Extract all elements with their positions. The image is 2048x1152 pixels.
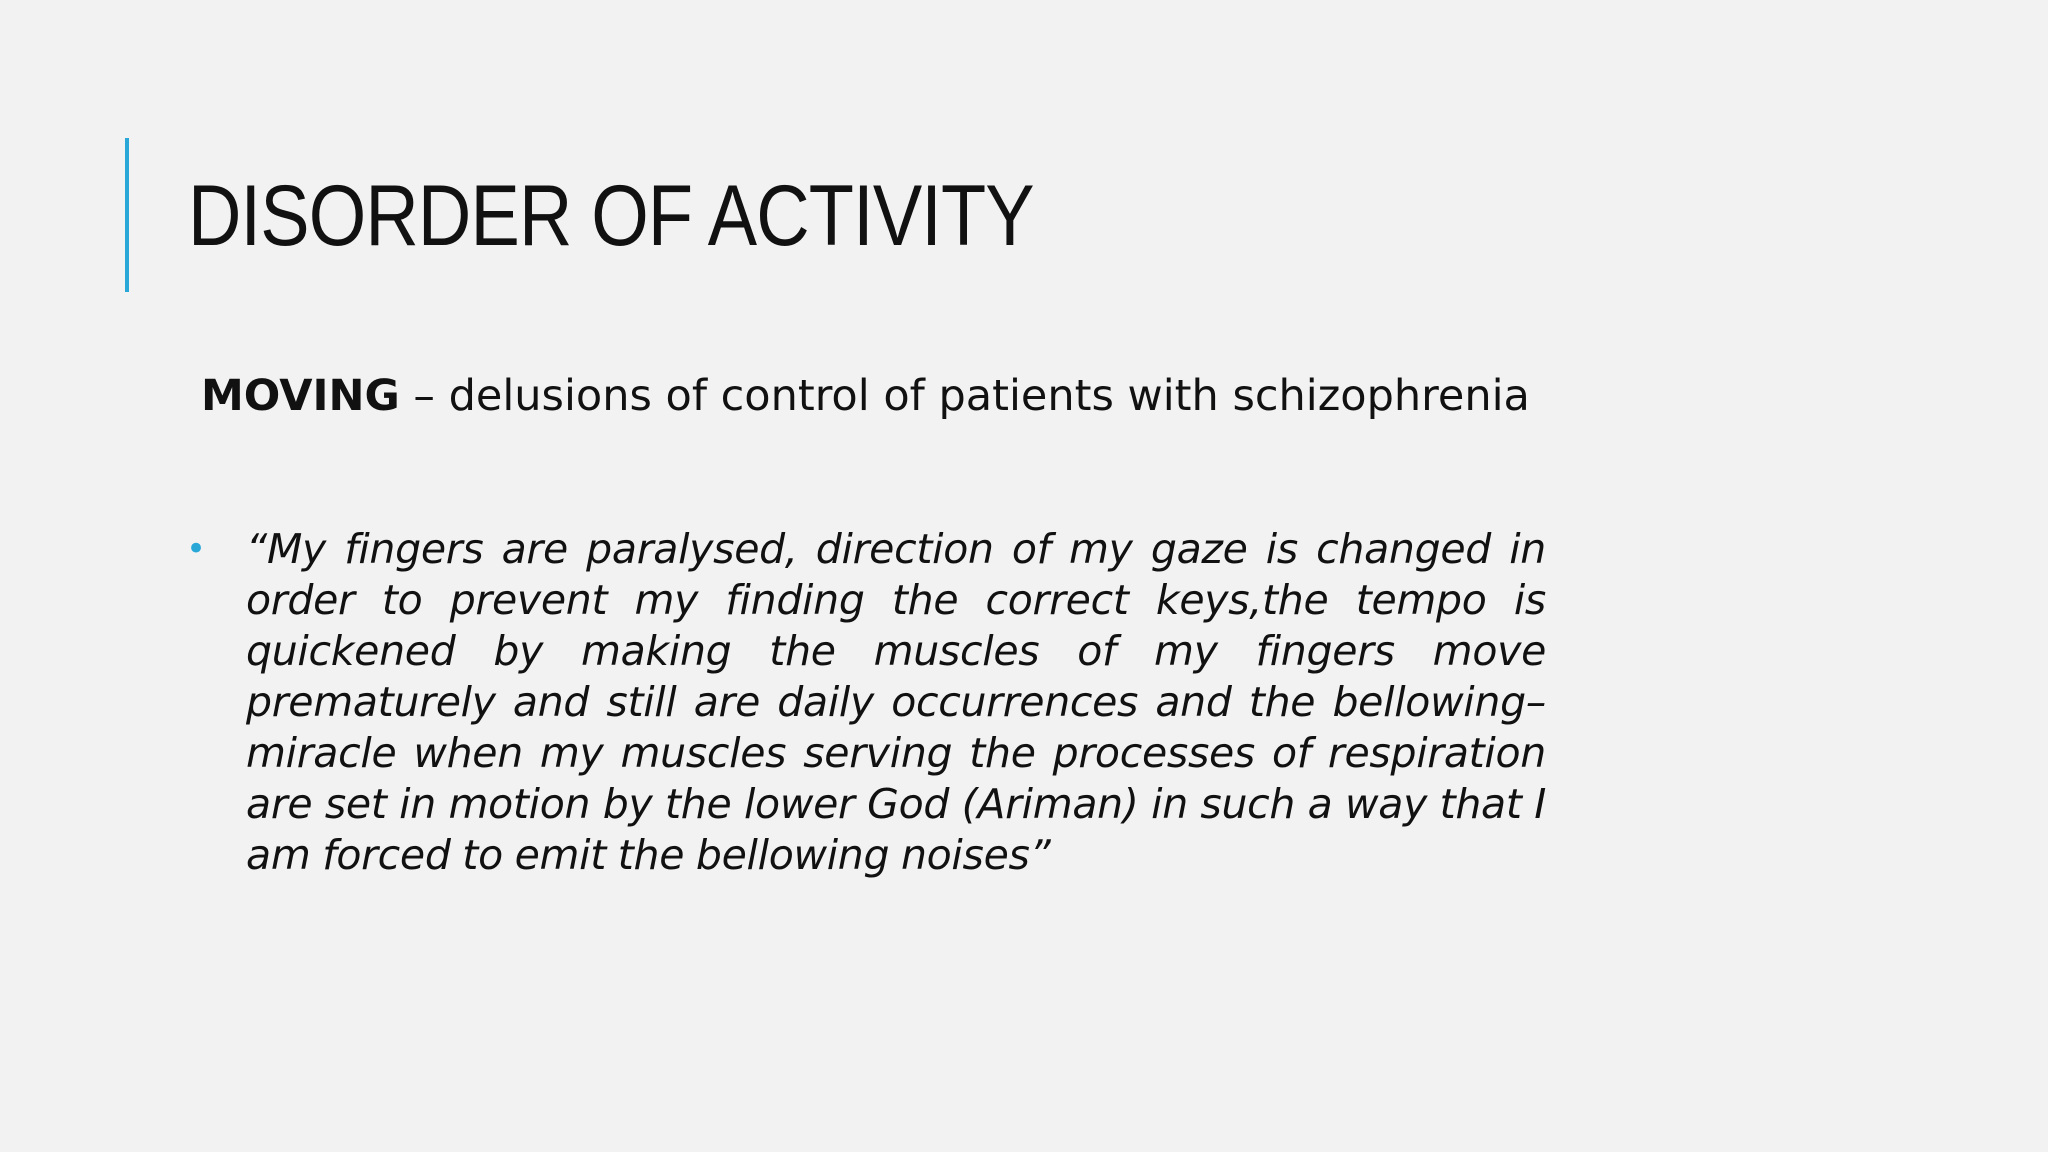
bullet-dot-icon: • [186,529,207,569]
title-accent-bar [125,138,129,292]
slide-subtitle [201,368,1601,424]
subtitle-keyword: MOVING [201,371,400,421]
slide-title: DISORDER OF ACTIVITY [188,168,1034,264]
subtitle-description: – delusions of control of patients with schizophrenia [399,371,1530,421]
bullet-quote-text: “My fingers are paralysed, direction of my gaze is changed in order to prevent my finding the correct keys,the tempo is quickened by making the muscles of my fingers move prematurely and still are daily occurrences and the bellowing–miracle when my muscles serving the processes of respiration are set in motion by the lower God (Ariman) in such a way that I am forced to emit the bellowing noises” [246,525,1546,879]
